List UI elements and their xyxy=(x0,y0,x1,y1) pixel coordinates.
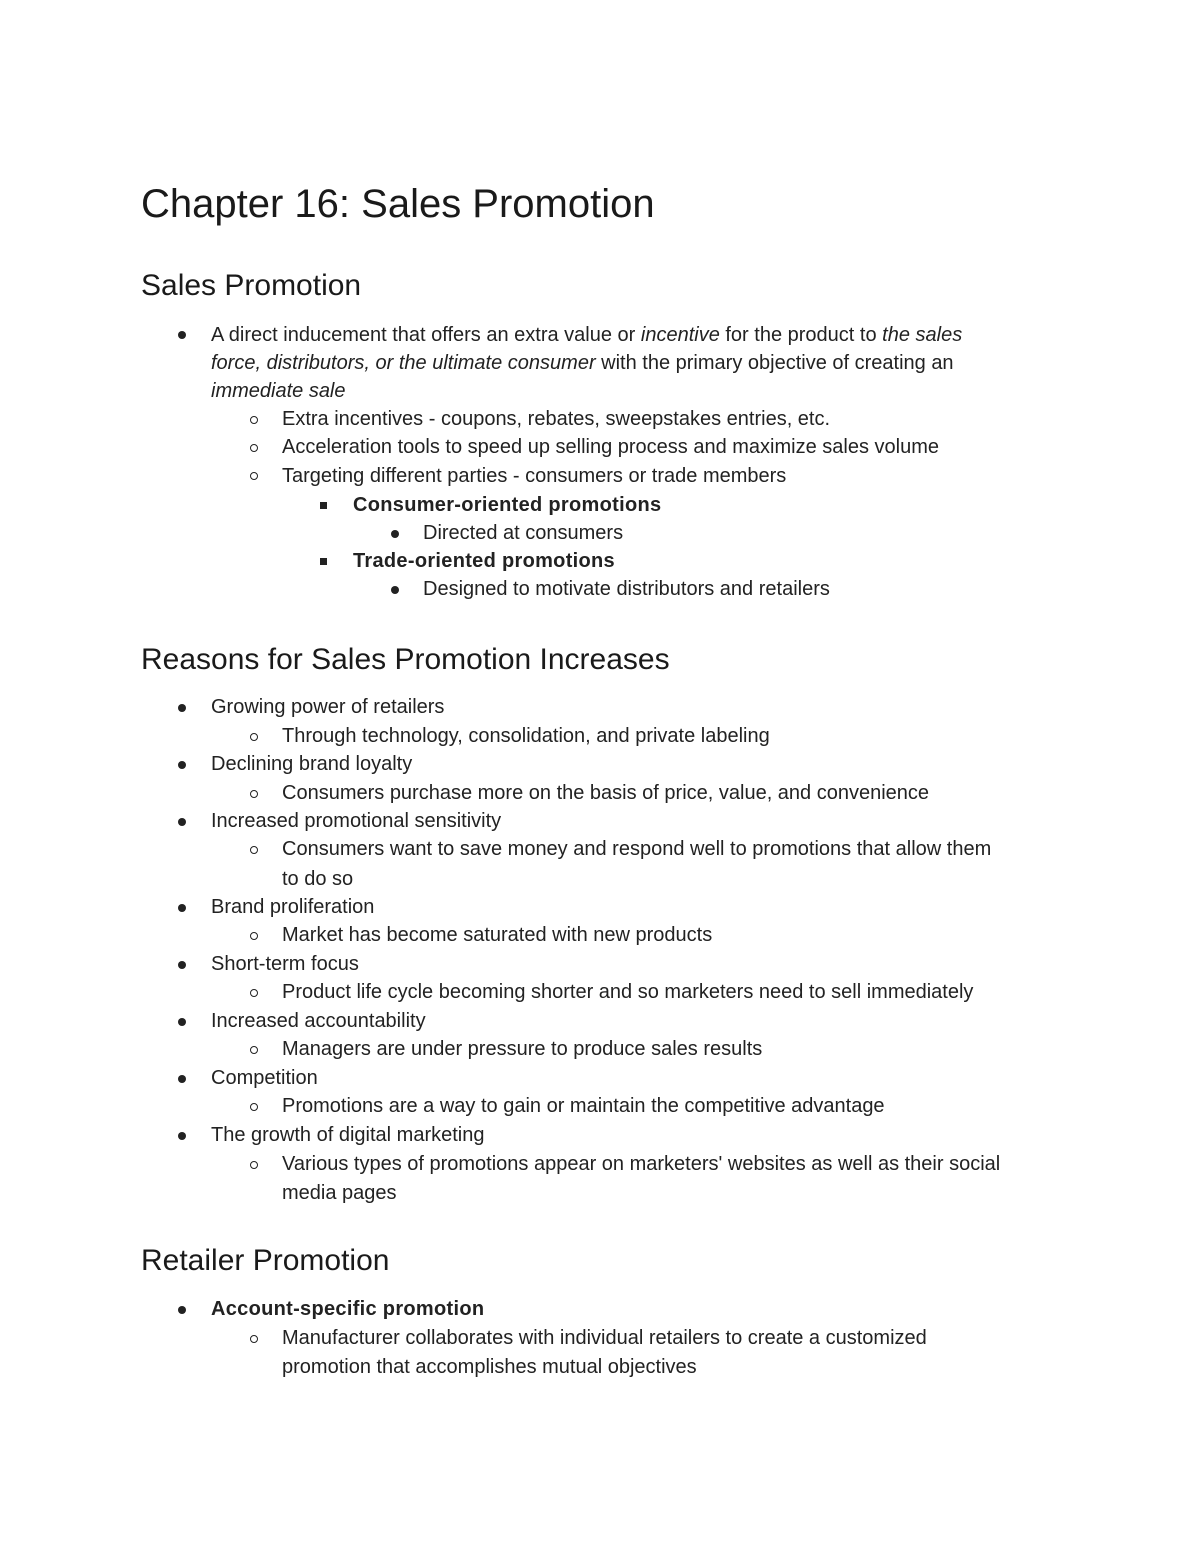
bullet-square-icon xyxy=(320,558,327,565)
list-item: Increased accountability xyxy=(211,1010,426,1032)
section-heading-sales-promotion: Sales Promotion xyxy=(141,269,362,302)
page-title: Chapter 16: Sales Promotion xyxy=(141,182,655,226)
list-item: Market has become saturated with new products xyxy=(282,924,713,946)
list-item: Declining brand loyalty xyxy=(211,753,413,775)
bullet-disc-icon xyxy=(178,1306,186,1314)
list-item: Acceleration tools to speed up selling process and maximize sales volume xyxy=(282,436,940,458)
bullet-disc-icon xyxy=(178,818,186,826)
list-item: Increased promotional sensitivity xyxy=(211,810,502,832)
consumer-oriented-label: Consumer-oriented promotions xyxy=(353,494,662,516)
list-item-continuation: to do so xyxy=(282,868,354,890)
list-item: Various types of promotions appear on marketers' websites as well as their social xyxy=(282,1153,1001,1175)
bullet-circle-icon xyxy=(250,932,258,940)
section-heading-retailer-promotion: Retailer Promotion xyxy=(141,1244,390,1277)
list-item: Designed to motivate distributors and retailers xyxy=(423,578,830,600)
list-item: Competition xyxy=(211,1067,318,1089)
bullet-square-icon xyxy=(320,502,327,509)
definition-line-1: A direct inducement that offers an extra value or incentive for the product to the sales xyxy=(211,324,963,346)
bullet-disc-icon xyxy=(391,586,399,594)
list-item: Consumers purchase more on the basis of price, value, and convenience xyxy=(282,782,930,804)
trade-oriented-label: Trade-oriented promotions xyxy=(353,550,615,572)
account-specific-label: Account-specific promotion xyxy=(211,1298,485,1320)
bullet-circle-icon xyxy=(250,846,258,854)
bullet-disc-icon xyxy=(178,961,186,969)
list-item: Consumers want to save money and respond well to promotions that allow them xyxy=(282,838,992,860)
list-item: Growing power of retailers xyxy=(211,696,445,718)
bullet-circle-icon xyxy=(250,1103,258,1111)
list-item: Promotions are a way to gain or maintain the competitive advantage xyxy=(282,1095,885,1117)
list-item: Extra incentives - coupons, rebates, sweepstakes entries, etc. xyxy=(282,408,831,430)
bullet-disc-icon xyxy=(178,1075,186,1083)
list-item-continuation: media pages xyxy=(282,1182,397,1204)
list-item: Brand proliferation xyxy=(211,896,375,918)
bullet-circle-icon xyxy=(250,444,258,452)
list-item: Managers are under pressure to produce sales results xyxy=(282,1038,763,1060)
bullet-circle-icon xyxy=(250,733,258,741)
list-item: Manufacturer collaborates with individual retailers to create a customized xyxy=(282,1327,927,1349)
bullet-disc-icon xyxy=(178,704,186,712)
list-item: Through technology, consolidation, and private labeling xyxy=(282,725,770,747)
definition-line-3: immediate sale xyxy=(211,380,346,402)
list-item-continuation: promotion that accomplishes mutual objectives xyxy=(282,1356,697,1378)
list-item: Targeting different parties - consumers or trade members xyxy=(282,465,787,487)
list-item: Product life cycle becoming shorter and so marketers need to sell immediately xyxy=(282,981,974,1003)
section-heading-reasons: Reasons for Sales Promotion Increases xyxy=(141,643,670,676)
bullet-circle-icon xyxy=(250,1335,258,1343)
bullet-circle-icon xyxy=(250,1046,258,1054)
bullet-circle-icon xyxy=(250,472,258,480)
list-item: Directed at consumers xyxy=(423,522,624,544)
bullet-disc-icon xyxy=(178,761,186,769)
bullet-disc-icon xyxy=(178,1018,186,1026)
bullet-disc-icon xyxy=(178,331,186,339)
bullet-circle-icon xyxy=(250,1161,258,1169)
bullet-circle-icon xyxy=(250,790,258,798)
definition-line-2: force, distributors, or the ultimate consumer with the primary objective of creating an xyxy=(211,352,954,374)
bullet-disc-icon xyxy=(391,530,399,538)
list-item: The growth of digital marketing xyxy=(211,1124,485,1146)
bullet-disc-icon xyxy=(178,1132,186,1140)
list-item: Short-term focus xyxy=(211,953,359,975)
bullet-disc-icon xyxy=(178,904,186,912)
bullet-circle-icon xyxy=(250,989,258,997)
bullet-circle-icon xyxy=(250,416,258,424)
